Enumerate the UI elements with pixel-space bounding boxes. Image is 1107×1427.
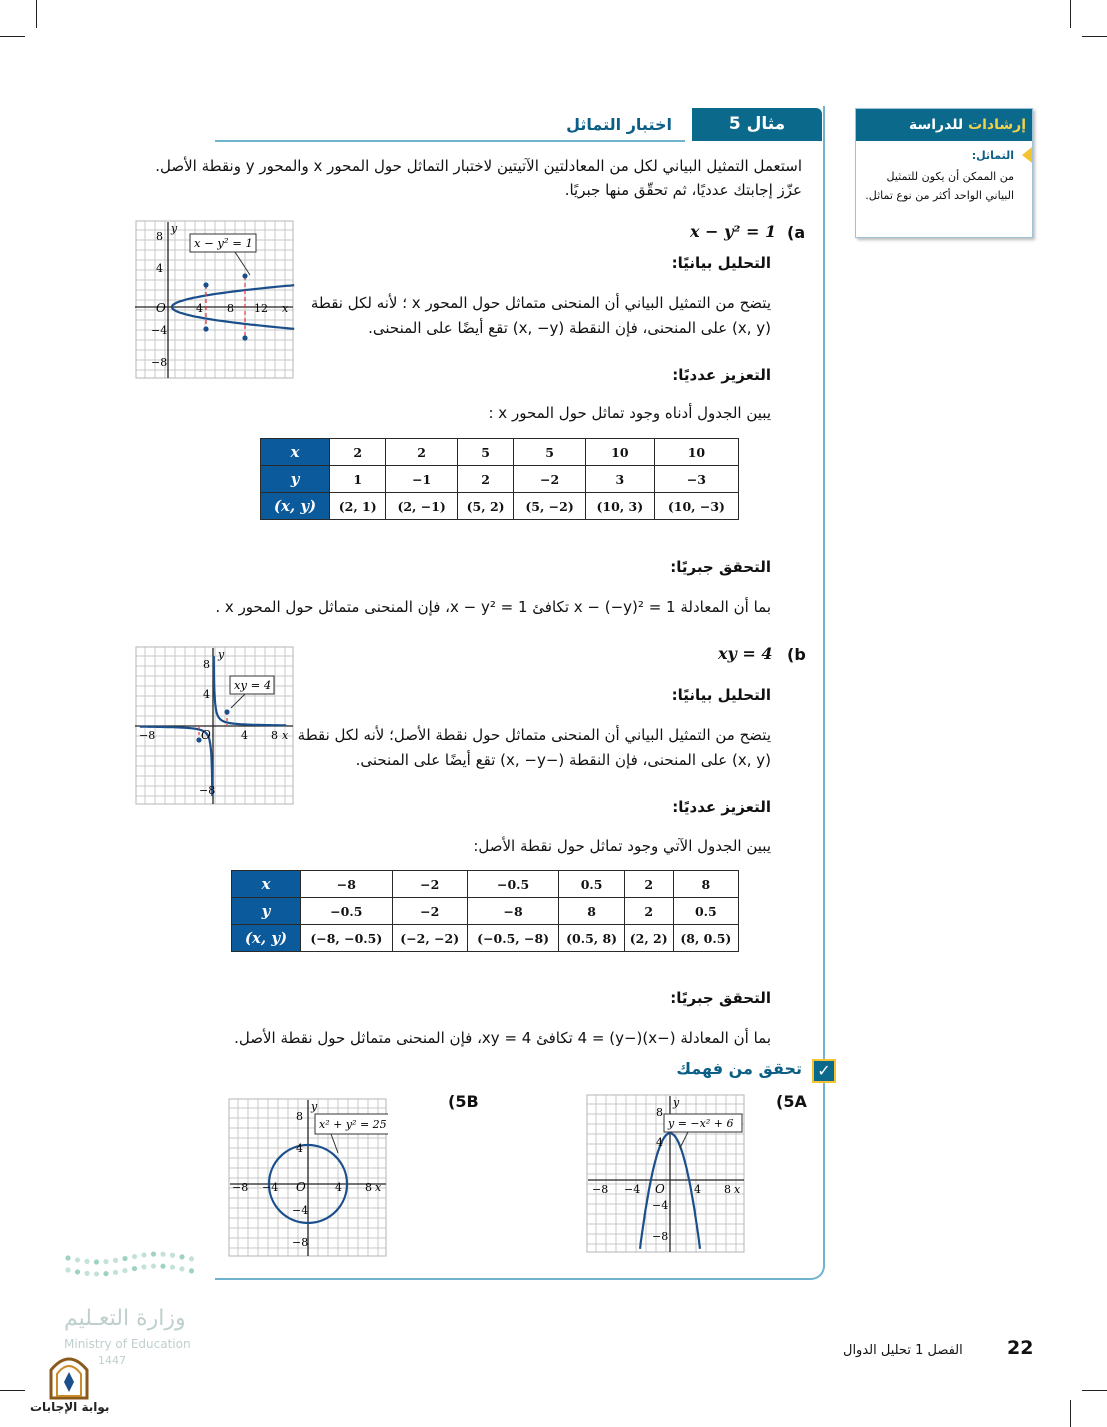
table-cell: 2 xyxy=(386,439,458,466)
tick-label: 8 xyxy=(724,1183,731,1196)
tick-label: −4 xyxy=(292,1204,309,1217)
study-tips-subtitle: التماثل: xyxy=(971,149,1014,162)
ministry-logo-icon xyxy=(62,1250,202,1290)
tick-label: 4 xyxy=(694,1183,701,1196)
table-cell: −2 xyxy=(392,871,467,898)
graph-a-label: x − y² = 1 xyxy=(194,236,253,250)
table-cell: 2 xyxy=(624,898,673,925)
crop-mark xyxy=(36,0,37,28)
table-cell: −1 xyxy=(386,466,458,493)
portal-name: بوابة الإجابات xyxy=(30,1400,110,1414)
example-tab: مثال 5 xyxy=(692,108,822,141)
table-cell: (5, −2) xyxy=(514,493,586,520)
table-cell: (8, 0.5) xyxy=(673,925,738,952)
tick-label: 8 xyxy=(365,1181,372,1194)
graph-b-label: xy = 4 xyxy=(234,678,272,692)
tick-label: −4 xyxy=(262,1181,279,1194)
tick-label: −8 xyxy=(232,1181,249,1194)
example-header xyxy=(560,108,822,141)
part-b-algebraic-text: بما أن المعادلة (−x)(−y) = 4 تكافئ xy = 4، فإن المنحنى متماثل حول نقطة الأصل. xyxy=(234,1029,771,1047)
tick-label: −4 xyxy=(624,1183,641,1196)
table-cell: 8 xyxy=(673,871,738,898)
table-cell: 10 xyxy=(585,439,654,466)
table-cell: (10, 3) xyxy=(585,493,654,520)
part-b-equation: xy = 4 xyxy=(718,644,773,663)
tick-label: 12 xyxy=(254,302,268,315)
table-cell: 1 xyxy=(330,466,386,493)
table-cell: 10 xyxy=(654,439,738,466)
table-row xyxy=(232,925,739,952)
tick-label: 8 xyxy=(271,729,278,742)
tick-label: 8 xyxy=(656,1106,663,1119)
row-label-xy: (x, y) xyxy=(261,493,330,520)
graph-5b xyxy=(228,1098,388,1258)
row-label-x: x xyxy=(261,439,330,466)
tick-label: 8 xyxy=(156,230,163,243)
tick-label: −8 xyxy=(292,1236,309,1249)
checkmark-icon: ✓ xyxy=(812,1059,836,1083)
page-number: 22 xyxy=(1007,1337,1034,1359)
tick-label: −8 xyxy=(151,356,168,369)
edition-year: 1447 xyxy=(98,1354,126,1367)
part-a-numeric-head: التعزيز عدديًا: xyxy=(672,366,771,384)
crop-mark xyxy=(0,36,25,37)
study-tips-header xyxy=(856,109,1032,141)
part-b-graphical-head: التحليل بيانيًا: xyxy=(671,686,771,704)
tick-label: −4 xyxy=(151,324,168,337)
table-row xyxy=(232,898,739,925)
tick-label: 4 xyxy=(241,729,248,742)
crop-mark xyxy=(1070,1400,1071,1427)
part-b-numeric-text: يبين الجدول الآتي وجود تماثل حول نقطة الأصل: xyxy=(473,837,771,855)
example-title: اختبار التماثل xyxy=(566,115,672,134)
tick-label: x xyxy=(375,1181,382,1194)
table-cell: 0.5 xyxy=(673,898,738,925)
crop-mark xyxy=(1082,1390,1107,1391)
row-label-y: y xyxy=(261,466,330,493)
check-a-label: (5A xyxy=(776,1092,807,1111)
tick-label: 4 xyxy=(296,1142,303,1155)
table-cell: 5 xyxy=(514,439,586,466)
graph-a xyxy=(135,220,295,380)
graph-b xyxy=(135,646,295,806)
table-cell: −0.5 xyxy=(301,898,393,925)
table-row xyxy=(261,439,739,466)
table-cell: −8 xyxy=(467,898,559,925)
table-row xyxy=(261,466,739,493)
tick-label: 4 xyxy=(656,1136,663,1149)
intro-line-2: عزّز إجابتك عدديًا، ثم تحقّق منها جبريًا. xyxy=(564,181,802,199)
ministry-name-ar: وزارة التعـليم xyxy=(64,1306,186,1331)
graph-5a-label: y = −x² + 6 xyxy=(668,1117,734,1130)
part-a-graphical-text-2: (x, y) على المنحنى، فإن النقطة (x, −y) تقع أيضًا على المنحنى. xyxy=(368,319,771,337)
tick-label: y xyxy=(171,222,178,235)
part-a-algebraic-text: بما أن المعادلة x − (−y)² = 1 تكافئ x − y² = 1، فإن المنحنى متماثل حول المحور x . xyxy=(215,598,771,616)
part-a-table xyxy=(260,438,739,520)
part-a-graphical-head: التحليل بيانيًا: xyxy=(671,254,771,272)
study-tips-box xyxy=(855,108,1033,238)
part-a-numeric-text: يبين الجدول أدناه وجود تماثل حول المحور x : xyxy=(488,404,771,422)
table-cell: −2 xyxy=(514,466,586,493)
tick-label: y xyxy=(218,648,225,661)
table-cell: −8 xyxy=(301,871,393,898)
table-cell: (5, 2) xyxy=(457,493,513,520)
part-a-equation: x − y² = 1 xyxy=(690,222,777,241)
table-cell: (2, 2) xyxy=(624,925,673,952)
study-tips-title-1: إرشادات xyxy=(968,117,1026,133)
tick-label: 8 xyxy=(203,658,210,671)
tick-label: y xyxy=(673,1096,680,1109)
part-b-label: (b xyxy=(787,645,806,664)
graph-5b-label: x² + y² = 25 xyxy=(319,1118,387,1131)
table-cell: 0.5 xyxy=(559,871,624,898)
table-cell: (−2, −2) xyxy=(392,925,467,952)
table-cell: (2, 1) xyxy=(330,493,386,520)
table-cell: 8 xyxy=(559,898,624,925)
row-label-xy: (x, y) xyxy=(232,925,301,952)
tick-label: 4 xyxy=(203,688,210,701)
ministry-name-en: Ministry of Education xyxy=(64,1337,191,1351)
tick-label: 4 xyxy=(196,302,203,315)
tick-label: −8 xyxy=(592,1183,609,1196)
crop-mark xyxy=(0,1390,25,1391)
check-b-label: (5B xyxy=(448,1092,479,1111)
part-b-table xyxy=(231,870,739,952)
table-cell: (0.5, 8) xyxy=(559,925,624,952)
part-a-graphical-text-1: يتضح من التمثيل البياني أن المنحنى متماثل حول المحور x ؛ لأنه لكل نقطة xyxy=(310,294,771,312)
origin-label: O xyxy=(201,728,211,742)
check-understanding-heading xyxy=(676,1059,836,1085)
table-cell: (−8, −0.5) xyxy=(301,925,393,952)
origin-label: O xyxy=(296,1180,306,1194)
table-cell: 2 xyxy=(457,466,513,493)
table-cell: (10, −3) xyxy=(654,493,738,520)
tick-label: −8 xyxy=(139,729,156,742)
tick-label: 8 xyxy=(296,1110,303,1123)
part-b-algebraic-head: التحقق جبريًا: xyxy=(670,989,771,1007)
table-cell: −0.5 xyxy=(467,871,559,898)
tick-label: y xyxy=(311,1100,318,1113)
intro-line-1: استعمل التمثيل البياني لكل من المعادلتين الآتيتين لاختبار التماثل حول المحور x والمحور y ونقطة الأصل. xyxy=(155,157,802,175)
tick-label: x xyxy=(734,1183,741,1196)
crop-mark xyxy=(1082,36,1107,37)
tick-label: x xyxy=(282,729,289,742)
tick-label: x xyxy=(282,302,289,315)
table-cell: −3 xyxy=(654,466,738,493)
table-cell: 3 xyxy=(585,466,654,493)
table-cell: 2 xyxy=(624,871,673,898)
part-a-label: (a xyxy=(787,223,806,242)
part-b-numeric-head: التعزيز عدديًا: xyxy=(672,798,771,816)
table-cell: (2, −1) xyxy=(386,493,458,520)
tick-label: 4 xyxy=(335,1181,342,1194)
graph-5a xyxy=(586,1094,746,1254)
table-row xyxy=(261,493,739,520)
table-cell: 5 xyxy=(457,439,513,466)
check-understanding-title: تحقق من فهمك xyxy=(676,1059,802,1078)
tick-label: −8 xyxy=(652,1230,669,1243)
origin-label: O xyxy=(655,1182,665,1196)
part-b-graphical-text-2: (x, y) على المنحنى، فإن النقطة (−x, −y) تقع أيضًا على المنحنى. xyxy=(355,751,771,769)
table-cell: (−0.5, −8) xyxy=(467,925,559,952)
tick-label: 4 xyxy=(156,262,163,275)
tick-label: −4 xyxy=(652,1199,669,1212)
chapter-footer: الفصل 1 تحليل الدوال xyxy=(843,1343,963,1358)
part-a-algebraic-head: التحقق جبريًا: xyxy=(670,558,771,576)
table-cell: −2 xyxy=(392,898,467,925)
row-label-x: x xyxy=(232,871,301,898)
crop-mark xyxy=(1070,0,1071,28)
table-cell: 2 xyxy=(330,439,386,466)
tick-label: 8 xyxy=(227,302,234,315)
part-b-graphical-text-1: يتضح من التمثيل البياني أن المنحنى متماثل حول نقطة الأصل؛ لأنه لكل نقطة xyxy=(297,726,771,744)
row-label-y: y xyxy=(232,898,301,925)
table-row xyxy=(232,871,739,898)
study-tips-title-2: للدراسة xyxy=(909,117,964,133)
study-tips-body: من الممكن أن يكون للتمثيل البياني الواحد أكثر من نوع تماثل. xyxy=(865,170,1014,202)
tick-label: −8 xyxy=(199,784,216,797)
pointer-triangle-icon xyxy=(1022,147,1032,163)
origin-label: O xyxy=(156,301,166,315)
portal-logo-icon xyxy=(47,1350,91,1400)
